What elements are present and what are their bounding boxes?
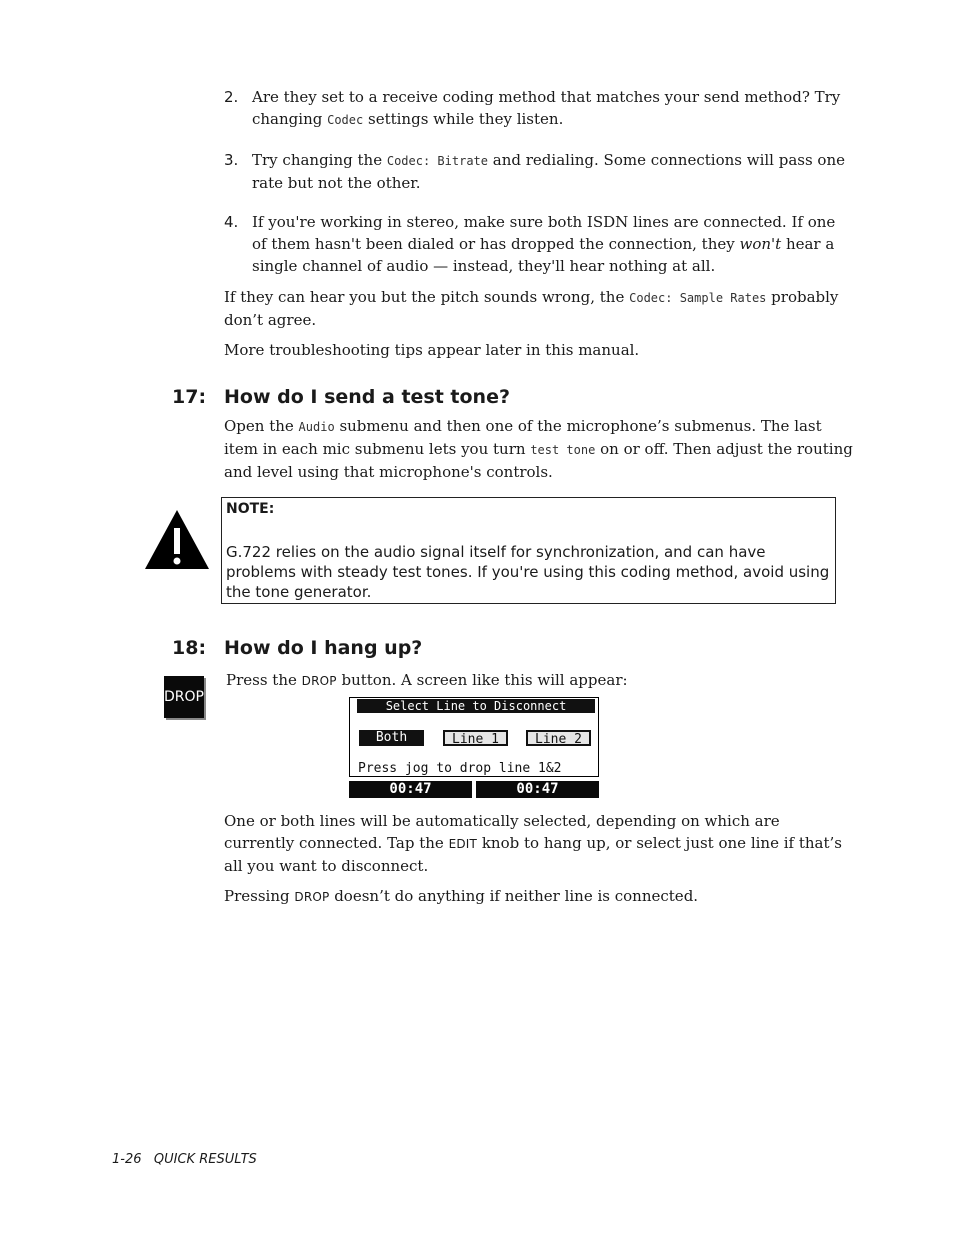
list-text: hear a single channel of audio — instead, they'll hear nothing at all.: [252, 235, 835, 275]
paragraph-text: on or off. Then adjust the routing and level using that microphone's controls.: [224, 440, 853, 481]
lcd-button-both: Both: [359, 730, 424, 746]
section-heading: How do I send a test tone?: [224, 386, 510, 408]
lcd-button-line-1: Line 1: [443, 730, 508, 746]
paragraph-more-tips: More troubleshooting tips appear later in this manual.: [224, 341, 640, 359]
paragraph-text: knob to hang up, or select just one line if that’s all you want to disconnect.: [224, 834, 842, 875]
note-title: NOTE:: [226, 501, 275, 517]
paragraph-text: One or both lines will be automatically selected, depending on which are currently connected. Tap the: [224, 812, 780, 852]
note-box: [221, 497, 836, 604]
paragraph-pitch: [224, 286, 854, 331]
note-body: G.722 relies on the audio signal itself for synchronization, and can have problems with steady test tones. If you're using this coding method, avoid using the tone generator.: [226, 543, 830, 601]
code-term: test tone: [530, 443, 596, 457]
paragraph-test-tone: [224, 415, 854, 483]
drop-key-icon: DROP: [164, 676, 204, 718]
list-text: and redialing. Some connections will pass one rate but not the other.: [252, 151, 846, 192]
paragraph-text: Pressing: [224, 887, 295, 905]
key-name: DROP: [294, 890, 330, 904]
paragraph-press-drop: [226, 669, 856, 692]
key-name: EDIT: [448, 837, 478, 851]
paragraph-text: button. A screen like this will appear:: [336, 671, 628, 689]
paragraph-text: doesn’t do anything if neither line is connected.: [329, 887, 699, 905]
list-text: Are they set to a receive coding method that matches your send method? Try changing: [252, 88, 841, 128]
paragraph-text: submenu and then one of the microphone’s submenus. The last item in each mic submenu lets you turn: [224, 417, 822, 458]
paragraph-lines-selected: [224, 810, 854, 877]
code-term: Codec: Sample Rates: [629, 291, 767, 305]
paragraph-text: Open the: [224, 417, 299, 435]
list-number: 3.: [224, 151, 239, 169]
code-term: Codec: Bitrate: [386, 154, 489, 168]
paragraph-pressing-drop: [224, 885, 854, 908]
section-number: 17:: [172, 386, 207, 408]
paragraph-text: probably don’t agree.: [224, 288, 839, 329]
paragraph-text: If they can hear you but the pitch sounds wrong, the: [224, 288, 630, 306]
paragraph-text: Press the: [226, 671, 302, 689]
list-text: settings while they listen.: [363, 110, 564, 128]
list-number: 2.: [224, 88, 239, 106]
section-heading: How do I hang up?: [224, 637, 423, 659]
warning-triangle-icon: [143, 508, 211, 570]
list-item-2: [224, 86, 854, 131]
list-text: If you're working in stereo, make sure both ISDN lines are connected. If one of them hasn't been dialed or has dropped the connection, they: [252, 213, 836, 253]
lcd-screen: [349, 697, 601, 799]
list-text: Try changing the: [252, 151, 387, 169]
list-item-3: [224, 149, 854, 194]
key-name: DROP: [301, 674, 337, 688]
lcd-timer-line-2: 00:47: [476, 781, 599, 798]
lcd-frame: [349, 697, 599, 777]
list-item-4: [224, 211, 854, 277]
emphasis: won't: [739, 235, 782, 253]
page-footer: 1-26 QUICK RESULTS: [112, 1152, 257, 1167]
section-number: 18:: [172, 637, 207, 659]
list-number: 4.: [224, 213, 239, 231]
lcd-button-line-2: Line 2: [526, 730, 591, 746]
code-term: Audio: [298, 420, 335, 434]
code-term: Codec: [327, 113, 364, 127]
lcd-message: Press jog to drop line 1&2: [358, 761, 562, 776]
lcd-title: Select Line to Disconnect: [357, 699, 595, 713]
lcd-timer-line-1: 00:47: [349, 781, 472, 798]
